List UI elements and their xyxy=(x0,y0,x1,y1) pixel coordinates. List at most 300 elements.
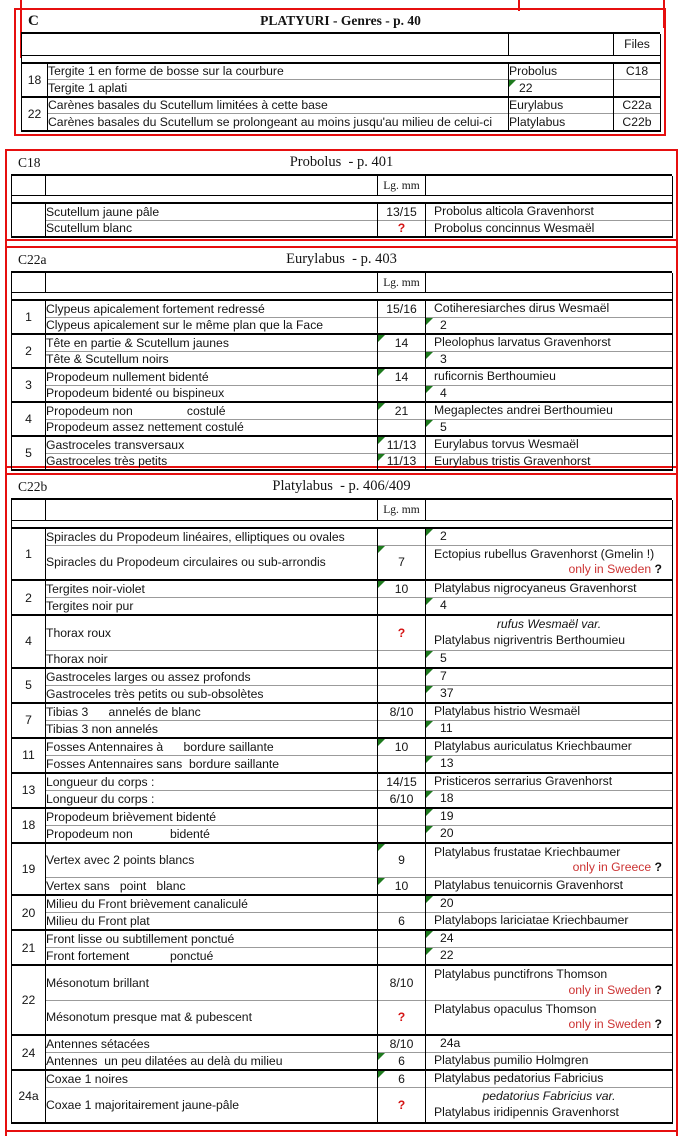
spacer-row xyxy=(22,55,661,63)
table-row xyxy=(12,930,673,948)
description-cell: Vertex avec 2 points blancs xyxy=(46,843,378,878)
platyuri-header xyxy=(21,10,660,34)
section-c18-frame xyxy=(5,149,678,241)
description-cell: Fosses Antennaires sans bordure saillante xyxy=(46,755,378,773)
species-line: 4 xyxy=(440,598,447,613)
description-cell: Gastroceles très petits xyxy=(46,453,378,470)
length-cell: 10 xyxy=(378,878,426,896)
section-c22a-frame xyxy=(5,246,678,468)
description-cell: Mésonotum presque mat & pubescent xyxy=(46,1000,378,1035)
table-row xyxy=(12,1035,673,1053)
row-number: 24a xyxy=(12,1070,46,1123)
table-row xyxy=(12,1053,673,1071)
species-line: only in Sweden ? xyxy=(568,562,662,577)
species-line: 19 xyxy=(440,808,454,823)
description-cell: Tergite 1 en forme de bosse sur la courbure xyxy=(48,63,509,80)
species-line: only in Greece ? xyxy=(572,860,662,875)
species-line: Platylabus tenuicornis Gravenhorst xyxy=(434,878,624,893)
length-cell xyxy=(378,720,426,738)
species-cell xyxy=(426,650,673,668)
length-cell: ? xyxy=(378,615,426,650)
comment-marker-icon xyxy=(378,403,385,410)
comment-marker-icon xyxy=(426,420,433,427)
table-row xyxy=(12,895,673,913)
empty-header-cell xyxy=(12,273,46,293)
species-cell xyxy=(426,685,673,703)
page-title: PLATYURI - Genres - p. 40 xyxy=(260,13,421,28)
section-title: Platylabus - p. 406/409 xyxy=(272,478,411,494)
description-cell: Tête & Scutellum noirs xyxy=(46,351,378,368)
species-line: rufus Wesmaël var. xyxy=(496,617,602,632)
comment-marker-icon xyxy=(378,581,385,588)
length-cell xyxy=(378,598,426,616)
species-cell xyxy=(426,580,673,598)
empty-header-cell xyxy=(22,34,509,55)
species-line: 7 xyxy=(440,668,447,683)
species-line: 13 xyxy=(440,755,454,770)
spacer-row xyxy=(12,1123,673,1127)
species-line: 5 xyxy=(440,650,447,665)
description-cell: Front lisse ou subtillement ponctué xyxy=(46,930,378,948)
species-cell xyxy=(426,738,673,756)
description-cell: Scutellum blanc xyxy=(46,220,378,237)
comment-marker-icon xyxy=(426,529,433,536)
length-cell: 9 xyxy=(378,843,426,878)
species-cell xyxy=(426,1088,673,1123)
species-line: Eurylabus torvus Wesmaël xyxy=(434,437,579,451)
c18-key-table xyxy=(11,176,673,241)
description-cell: Mésonotum brillant xyxy=(46,965,378,1000)
length-cell xyxy=(378,895,426,913)
table-row xyxy=(12,334,673,351)
species-line: 20 xyxy=(440,896,454,911)
row-number: 22 xyxy=(22,97,48,131)
description-cell: Tergite 1 aplati xyxy=(48,80,509,97)
species-cell xyxy=(426,965,673,1000)
species-cell xyxy=(426,703,673,721)
row-number: 22 xyxy=(12,965,46,1035)
table-row xyxy=(12,598,673,616)
table-row xyxy=(12,773,673,791)
description-cell: Gastroceles larges ou assez profonds xyxy=(46,668,378,686)
section-c22a-header xyxy=(11,248,672,273)
empty-header-cell xyxy=(426,273,673,293)
table-row xyxy=(12,580,673,598)
comment-marker-icon xyxy=(426,756,433,763)
comment-marker-icon xyxy=(426,791,433,798)
comment-marker-icon xyxy=(426,318,433,325)
species-cell xyxy=(426,351,673,368)
file-ref-cell: C22a xyxy=(614,97,661,114)
species-line: 37 xyxy=(440,685,454,700)
row-number: 19 xyxy=(12,843,46,896)
species-cell xyxy=(426,825,673,843)
empty-header-cell xyxy=(426,500,673,520)
table-row xyxy=(22,114,661,131)
spacer-row xyxy=(12,520,673,528)
table-row xyxy=(12,720,673,738)
species-cell xyxy=(426,368,673,385)
section-title: Eurylabus - p. 403 xyxy=(286,251,397,267)
table-row xyxy=(12,1070,673,1088)
length-cell: 11/13 xyxy=(378,453,426,470)
species-cell xyxy=(426,402,673,419)
comment-marker-icon xyxy=(426,686,433,693)
table-row xyxy=(12,419,673,436)
length-cell: 6 xyxy=(378,1053,426,1071)
spacer-row xyxy=(12,237,673,241)
row-number: 20 xyxy=(12,895,46,930)
length-cell: 7 xyxy=(378,545,426,580)
description-cell: Propodeum bidenté ou bispineux xyxy=(46,385,378,402)
genus-cell: Platylabus xyxy=(509,114,614,131)
species-line: Platylabus auriculatus Kriechbaumer xyxy=(434,738,632,753)
species-cell xyxy=(426,1035,673,1053)
section-title: Probolus - p. 401 xyxy=(289,154,394,170)
length-cell xyxy=(378,668,426,686)
species-cell xyxy=(426,1000,673,1035)
files-label: Files xyxy=(624,37,650,52)
length-cell: 8/10 xyxy=(378,965,426,1000)
species-line: 24 xyxy=(440,931,454,946)
length-cell: ? xyxy=(378,1000,426,1035)
description-cell: Tibias 3 annelés de blanc xyxy=(46,703,378,721)
comment-marker-icon xyxy=(378,844,385,851)
row-number: 11 xyxy=(12,738,46,773)
table-row xyxy=(22,80,661,97)
species-cell xyxy=(426,895,673,913)
length-cell: 21 xyxy=(378,402,426,419)
length-cell: 6 xyxy=(378,1070,426,1088)
table-row xyxy=(12,965,673,1000)
species-line: Eurylabus tristis Gravenhorst xyxy=(434,453,591,468)
length-column-header: Lg. mm xyxy=(378,273,426,293)
description-cell: Milieu du Front brièvement canaliculé xyxy=(46,895,378,913)
row-number: 2 xyxy=(12,580,46,615)
comment-marker-icon xyxy=(378,878,385,885)
length-cell: 14 xyxy=(378,368,426,385)
row-number: 2 xyxy=(12,334,46,368)
length-cell: 10 xyxy=(378,580,426,598)
species-cell xyxy=(426,790,673,808)
row-number: 24 xyxy=(12,1035,46,1070)
genus-cell: 22 xyxy=(509,80,614,97)
table-row xyxy=(12,203,673,220)
files-header-cell xyxy=(614,34,661,55)
description-cell: Tergites noir-violet xyxy=(46,580,378,598)
length-cell xyxy=(378,650,426,668)
table-row xyxy=(12,685,673,703)
length-cell: 11/13 xyxy=(378,436,426,453)
comment-marker-icon xyxy=(378,369,385,376)
row-number xyxy=(12,203,46,237)
species-cell xyxy=(426,878,673,896)
description-cell: Propodeum nullement bidenté xyxy=(46,368,378,385)
row-number: 5 xyxy=(12,668,46,703)
row-number: 13 xyxy=(12,773,46,808)
comment-marker-icon xyxy=(426,948,433,955)
table-row xyxy=(12,790,673,808)
species-cell xyxy=(426,317,673,334)
length-cell xyxy=(378,825,426,843)
species-line: Platylabus nigrocyaneus Gravenhorst xyxy=(434,581,637,596)
table-row xyxy=(12,913,673,931)
species-line: 5 xyxy=(440,419,447,434)
description-cell: Clypeus apicalement sur le même plan que la Face xyxy=(46,317,378,334)
species-cell xyxy=(426,436,673,453)
platyuri-genera-frame xyxy=(14,8,666,136)
description-cell: Gastroceles transversaux xyxy=(46,436,378,453)
species-cell xyxy=(426,545,673,580)
length-column-header: Lg. mm xyxy=(378,176,426,196)
table-row xyxy=(12,825,673,843)
length-cell xyxy=(378,419,426,436)
species-line: Platylabus opaculus Thomson xyxy=(434,1001,597,1016)
section-code: C22a xyxy=(18,251,47,267)
table-row xyxy=(12,368,673,385)
row-number: 18 xyxy=(12,808,46,843)
species-cell xyxy=(426,1053,673,1071)
section-c22b-header xyxy=(11,475,672,500)
species-cell xyxy=(426,334,673,351)
table-row xyxy=(12,453,673,470)
description-cell: Carènes basales du Scutellum se prolongeant au moins jusqu'au milieu de celui-ci xyxy=(48,114,509,131)
corner-label: C xyxy=(28,12,39,29)
species-line: Megaplectes andrei Berthoumieu xyxy=(434,403,613,417)
description-cell: Spiracles du Propodeum linéaires, elliptiques ou ovales xyxy=(46,528,378,546)
genus-header-cell xyxy=(509,34,614,55)
length-cell xyxy=(378,948,426,966)
description-cell: Coxae 1 noires xyxy=(46,1070,378,1088)
species-line: pedatorius Fabricius var. xyxy=(482,1089,616,1104)
length-cell: 6 xyxy=(378,913,426,931)
species-line: Pristiceros serrarius Gravenhorst xyxy=(434,773,613,788)
species-line: Platylabus nigriventris Berthoumieu xyxy=(434,632,626,647)
description-cell: Propodeum non costulé xyxy=(46,402,378,419)
description-cell: Tête en partie & Scutellum jaunes xyxy=(46,334,378,351)
table-row xyxy=(12,528,673,546)
description-cell: Fosses Antennaires à bordure saillante xyxy=(46,738,378,756)
comment-marker-icon xyxy=(378,1071,385,1078)
species-cell xyxy=(426,385,673,402)
spacer-row xyxy=(22,131,661,135)
length-cell: 6/10 xyxy=(378,790,426,808)
comment-marker-icon xyxy=(378,335,385,342)
table-row xyxy=(12,545,673,580)
row-number: 18 xyxy=(22,63,48,97)
length-cell: 15/16 xyxy=(378,300,426,317)
comment-marker-icon xyxy=(378,739,385,746)
table-row xyxy=(12,1088,673,1123)
empty-header-cell xyxy=(12,500,46,520)
comment-marker-icon xyxy=(378,546,385,553)
description-cell: Gastroceles très petits ou sub-obsolètes xyxy=(46,685,378,703)
species-line: 2 xyxy=(440,528,447,543)
row-number: 4 xyxy=(12,615,46,668)
species-line: Platylabus histrio Wesmaël xyxy=(434,703,581,718)
species-line: Platylabus pumilio Holmgren xyxy=(434,1053,589,1068)
comment-marker-icon xyxy=(426,598,433,605)
file-ref-cell: C22b xyxy=(614,114,661,131)
species-cell xyxy=(426,773,673,791)
length-cell: 8/10 xyxy=(378,1035,426,1053)
table-row xyxy=(12,220,673,237)
table-row xyxy=(12,703,673,721)
comment-marker-icon xyxy=(426,826,433,833)
row-number: 3 xyxy=(12,368,46,402)
comment-marker-icon xyxy=(426,809,433,816)
species-cell xyxy=(426,615,673,650)
species-line: Platylabus frustatae Kriechbaumer xyxy=(434,844,621,859)
empty-header-cell xyxy=(12,176,46,196)
description-cell: Milieu du Front plat xyxy=(46,913,378,931)
species-cell xyxy=(426,1070,673,1088)
table-row xyxy=(12,808,673,826)
species-line: ruficornis Berthoumieu xyxy=(434,369,556,383)
species-cell xyxy=(426,598,673,616)
section-code: C22b xyxy=(18,478,48,494)
length-cell xyxy=(378,755,426,773)
comment-marker-icon xyxy=(426,896,433,903)
table-row xyxy=(12,351,673,368)
spacer-row xyxy=(12,293,673,301)
section-c18-header xyxy=(11,151,672,176)
file-ref-cell xyxy=(614,80,661,97)
table-row xyxy=(12,755,673,773)
species-line: only in Sweden ? xyxy=(568,1017,662,1032)
table-row xyxy=(12,436,673,453)
table-row xyxy=(12,300,673,317)
row-number: 1 xyxy=(12,528,46,581)
table-row xyxy=(12,317,673,334)
species-cell xyxy=(426,808,673,826)
length-cell xyxy=(378,351,426,368)
table-row xyxy=(12,402,673,419)
species-line: Cotiheresiarches dirus Wesmaël xyxy=(434,301,610,315)
description-cell: Propodeum brièvement bidenté xyxy=(46,808,378,826)
table-row xyxy=(12,650,673,668)
description-cell: Clypeus apicalement fortement redressé xyxy=(46,300,378,317)
species-line: 24a xyxy=(440,1036,461,1051)
table-row xyxy=(12,878,673,896)
table-row xyxy=(12,948,673,966)
description-cell: Coxae 1 majoritairement jaune-pâle xyxy=(46,1088,378,1123)
length-cell xyxy=(378,385,426,402)
species-line: 4 xyxy=(440,385,447,400)
row-number: 4 xyxy=(12,402,46,436)
empty-header-cell xyxy=(46,273,378,293)
description-cell: Carènes basales du Scutellum limitées à cette base xyxy=(48,97,509,114)
row-number: 21 xyxy=(12,930,46,965)
description-cell: Propodeum assez nettement costulé xyxy=(46,419,378,436)
table-row xyxy=(12,385,673,402)
table-row xyxy=(22,63,661,80)
spacer-row xyxy=(12,196,673,204)
species-cell xyxy=(426,755,673,773)
comment-marker-icon xyxy=(378,1053,385,1060)
length-cell: ? xyxy=(378,220,426,237)
description-cell: Longueur du corps : xyxy=(46,790,378,808)
table-row xyxy=(12,615,673,650)
section-code: C18 xyxy=(18,154,41,170)
comment-marker-icon xyxy=(426,352,433,359)
length-cell: 8/10 xyxy=(378,703,426,721)
species-line: Platylabus iridipennis Gravenhorst xyxy=(434,1104,619,1119)
length-cell: 10 xyxy=(378,738,426,756)
species-cell xyxy=(426,948,673,966)
comment-marker-icon xyxy=(426,721,433,728)
length-cell: ? xyxy=(378,1088,426,1123)
table-row xyxy=(22,97,661,114)
empty-header-cell xyxy=(46,176,378,196)
genus-cell: Eurylabus xyxy=(509,97,614,114)
file-ref-cell: C18 xyxy=(614,63,661,80)
length-cell xyxy=(378,685,426,703)
comment-marker-icon xyxy=(426,931,433,938)
length-column-header: Lg. mm xyxy=(378,500,426,520)
description-cell: Thorax noir xyxy=(46,650,378,668)
table-row xyxy=(12,668,673,686)
species-cell xyxy=(426,419,673,436)
length-cell xyxy=(378,808,426,826)
description-cell: Thorax roux xyxy=(46,615,378,650)
length-cell: 13/15 xyxy=(378,203,426,220)
row-number: 1 xyxy=(12,300,46,334)
length-cell xyxy=(378,528,426,546)
comment-marker-icon xyxy=(509,80,516,87)
description-cell: Antennes sétacées xyxy=(46,1035,378,1053)
species-cell xyxy=(426,453,673,470)
description-cell: Front fortement ponctué xyxy=(46,948,378,966)
species-line: Ectopius rubellus Gravenhorst (Gmelin !) xyxy=(434,546,655,561)
species-line: Probolus alticola Gravenhorst xyxy=(434,204,594,218)
species-line: Platylabops lariciatae Kriechbaumer xyxy=(434,913,629,928)
species-line: Probolus concinnus Wesmaël xyxy=(434,220,595,235)
row-number: 7 xyxy=(12,703,46,738)
length-cell xyxy=(378,317,426,334)
genera-table xyxy=(21,34,661,135)
species-cell xyxy=(426,528,673,546)
species-cell xyxy=(426,668,673,686)
genus-cell: Probolus xyxy=(509,63,614,80)
comment-marker-icon xyxy=(426,386,433,393)
empty-header-cell xyxy=(426,176,673,196)
c22b-key-table xyxy=(11,500,673,1127)
species-line: 3 xyxy=(440,351,447,366)
description-cell: Antennes un peu dilatées au delà du milieu xyxy=(46,1053,378,1071)
species-line: Platylabus punctifrons Thomson xyxy=(434,967,608,982)
description-cell: Longueur du corps : xyxy=(46,773,378,791)
species-line: 18 xyxy=(440,790,454,805)
species-line: Pleolophus larvatus Gravenhorst xyxy=(434,335,611,349)
species-line: 20 xyxy=(440,825,454,840)
comment-marker-icon xyxy=(378,437,385,444)
species-cell xyxy=(426,913,673,931)
table-row xyxy=(12,738,673,756)
table-row xyxy=(12,1000,673,1035)
species-cell xyxy=(426,220,673,237)
species-line: Platylabus pedatorius Fabricius xyxy=(434,1071,604,1086)
section-c22b-frame xyxy=(5,473,678,1132)
length-cell: 14 xyxy=(378,334,426,351)
description-cell: Tergites noir pur xyxy=(46,598,378,616)
description-cell: Spiracles du Propodeum circulaires ou sub-arrondis xyxy=(46,545,378,580)
species-cell xyxy=(426,300,673,317)
row-number: 5 xyxy=(12,436,46,470)
species-cell xyxy=(426,930,673,948)
description-cell: Propodeum non bidenté xyxy=(46,825,378,843)
table-row xyxy=(12,843,673,878)
